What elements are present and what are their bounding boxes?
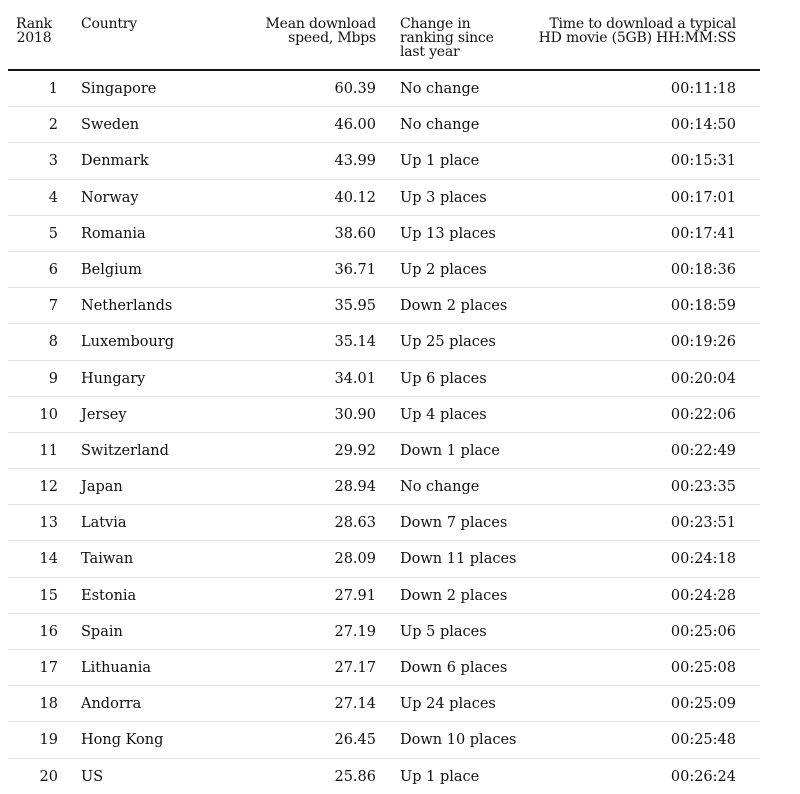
country-cell: Taiwan [81, 551, 134, 568]
speed-cell: 26.45 [334, 732, 376, 749]
country-cell: Denmark [81, 153, 149, 170]
speed-cell: 25.86 [334, 768, 376, 785]
ranking-change-cell: Up 13 places [400, 225, 496, 242]
rank-cell: 15 [39, 587, 58, 604]
rank-column-header [12, 17, 56, 45]
rank-cell: 7 [48, 298, 58, 315]
speed-cell: 36.71 [334, 261, 376, 278]
ranking-change-cell: No change [400, 117, 480, 134]
change-header-line: Change in [400, 16, 471, 32]
download-time-cell: 00:19:26 [670, 334, 736, 351]
rank-cell: 14 [39, 551, 58, 568]
speed-cell: 28.09 [334, 551, 376, 568]
table-row [8, 397, 760, 433]
download-time-cell: 00:18:59 [670, 298, 736, 315]
ranking-change-cell: No change [400, 479, 480, 496]
ranking-change-cell: Up 1 place [400, 768, 480, 785]
table-body [8, 71, 760, 794]
table-row [8, 216, 760, 252]
country-cell: Switzerland [81, 442, 169, 459]
download-time-cell: 00:25:09 [670, 696, 736, 713]
ranking-change-cell: Down 2 places [400, 587, 508, 604]
table-row [8, 361, 760, 397]
country-cell: Estonia [81, 587, 137, 604]
country-column-header [81, 17, 137, 31]
rank-cell: 10 [39, 406, 58, 423]
download-time-cell: 00:24:18 [670, 551, 736, 568]
table-row [8, 614, 760, 650]
ranking-change-cell: Down 1 place [400, 442, 500, 459]
rank-cell: 20 [39, 768, 58, 785]
speed-cell: 30.90 [334, 406, 376, 423]
ranking-change-cell: Up 2 places [400, 261, 487, 278]
country-header-line: Country [81, 16, 138, 32]
download-time-cell: 00:18:36 [670, 261, 736, 278]
speed-cell: 34.01 [334, 370, 376, 387]
speed-cell: 28.94 [334, 479, 376, 496]
country-cell: Latvia [81, 515, 127, 532]
country-cell: Romania [81, 225, 146, 242]
table-row [8, 107, 760, 143]
table-row [8, 759, 760, 794]
rank-cell: 4 [48, 189, 58, 206]
change-header-line: ranking since [400, 30, 494, 46]
download-time-cell: 00:25:08 [670, 660, 736, 676]
table-row [8, 578, 760, 614]
rank-cell: 1 [48, 81, 58, 97]
table-row [8, 469, 760, 505]
download-time-cell: 00:26:24 [670, 768, 736, 785]
rank-cell: 13 [39, 515, 58, 532]
ranking-change-cell: Up 3 places [400, 189, 487, 206]
table-row [8, 686, 760, 722]
speed-cell: 28.63 [334, 515, 376, 532]
table-row [8, 143, 760, 179]
time-column-header [498, 17, 736, 45]
rank-cell: 9 [48, 370, 58, 387]
ranking-change-cell: Up 24 places [400, 696, 496, 713]
country-cell: Hungary [81, 370, 146, 387]
download-time-cell: 00:14:50 [670, 117, 736, 134]
rank-cell: 19 [39, 732, 58, 749]
rank-cell: 8 [48, 334, 58, 351]
speed-cell: 40.12 [334, 189, 376, 206]
download-time-cell: 00:22:06 [670, 406, 736, 423]
speed-header-line: speed, Mbps [288, 30, 376, 46]
speed-cell: 46.00 [334, 117, 376, 134]
speed-cell: 29.92 [334, 442, 376, 459]
download-time-cell: 00:25:48 [670, 732, 736, 749]
table-row [8, 288, 760, 324]
rank-cell: 18 [39, 696, 58, 713]
ranking-change-cell: Down 6 places [400, 660, 508, 676]
download-time-cell: 00:11:18 [670, 81, 736, 97]
speed-cell: 35.14 [334, 334, 376, 351]
ranking-change-cell: Up 4 places [400, 406, 487, 423]
download-time-cell: 00:23:35 [670, 479, 736, 496]
ranking-change-cell: Down 2 places [400, 298, 508, 315]
broadband-speed-table [8, 14, 760, 794]
rank-cell: 16 [39, 623, 58, 640]
download-time-cell: 00:22:49 [670, 442, 736, 459]
download-time-cell: 00:25:06 [670, 623, 736, 640]
rank-cell: 3 [48, 153, 58, 170]
country-cell: Spain [81, 623, 123, 640]
country-cell: Hong Kong [81, 732, 164, 749]
download-time-cell: 00:20:04 [670, 370, 736, 387]
ranking-change-cell: Up 1 place [400, 153, 480, 170]
table-row [8, 180, 760, 216]
speed-cell: 60.39 [334, 81, 376, 97]
ranking-change-cell: No change [400, 81, 480, 97]
time-header-line: Time to download a typical [549, 16, 736, 32]
rank-cell: 11 [39, 442, 58, 459]
rank-cell: 17 [39, 660, 58, 676]
country-cell: Sweden [81, 117, 140, 134]
table-row [8, 433, 760, 469]
table-row [8, 252, 760, 288]
table-row [8, 722, 760, 758]
time-header-line: HD movie (5GB) HH:MM:SS [538, 30, 736, 46]
country-cell: Belgium [81, 261, 142, 278]
ranking-change-cell: Up 25 places [400, 334, 496, 351]
rank-cell: 6 [48, 261, 58, 278]
speed-cell: 35.95 [334, 298, 376, 315]
country-cell: Netherlands [81, 298, 173, 315]
speed-cell: 43.99 [334, 153, 376, 170]
download-time-cell: 00:17:01 [670, 189, 736, 206]
country-cell: Norway [81, 189, 139, 206]
download-time-cell: 00:15:31 [670, 153, 736, 170]
ranking-change-cell: Up 6 places [400, 370, 487, 387]
rank-cell: 2 [48, 117, 58, 134]
country-cell: Singapore [81, 81, 157, 97]
ranking-change-cell: Down 7 places [400, 515, 508, 532]
table-row [8, 505, 760, 541]
download-time-cell: 00:24:28 [670, 587, 736, 604]
speed-cell: 27.14 [334, 696, 376, 713]
country-cell: Japan [81, 479, 123, 496]
download-time-cell: 00:23:51 [670, 515, 736, 532]
speed-cell: 27.91 [334, 587, 376, 604]
speed-header-line: Mean download [265, 16, 376, 32]
country-cell: Andorra [81, 696, 142, 713]
ranking-change-cell: Down 11 places [400, 551, 517, 568]
rank-cell: 5 [48, 225, 58, 242]
table-row [8, 71, 760, 107]
rank-cell: 12 [39, 479, 58, 496]
table-row [8, 324, 760, 360]
change-header-line: last year [400, 44, 460, 60]
table-row [8, 650, 760, 686]
speed-cell: 38.60 [334, 225, 376, 242]
speed-cell: 27.17 [334, 660, 376, 676]
speed-cell: 27.19 [334, 623, 376, 640]
ranking-change-cell: Down 10 places [400, 732, 517, 749]
rank-header-line: Rank [16, 16, 52, 32]
country-cell: Jersey [81, 406, 127, 423]
country-cell: Luxembourg [81, 334, 175, 351]
table-header [8, 14, 760, 71]
download-time-cell: 00:17:41 [670, 225, 736, 242]
table-row [8, 541, 760, 577]
country-cell: US [81, 768, 104, 785]
rank-header-line: 2018 [16, 30, 52, 46]
speed-column-header [228, 17, 376, 45]
country-cell: Lithuania [81, 660, 152, 676]
ranking-change-cell: Up 5 places [400, 623, 487, 640]
